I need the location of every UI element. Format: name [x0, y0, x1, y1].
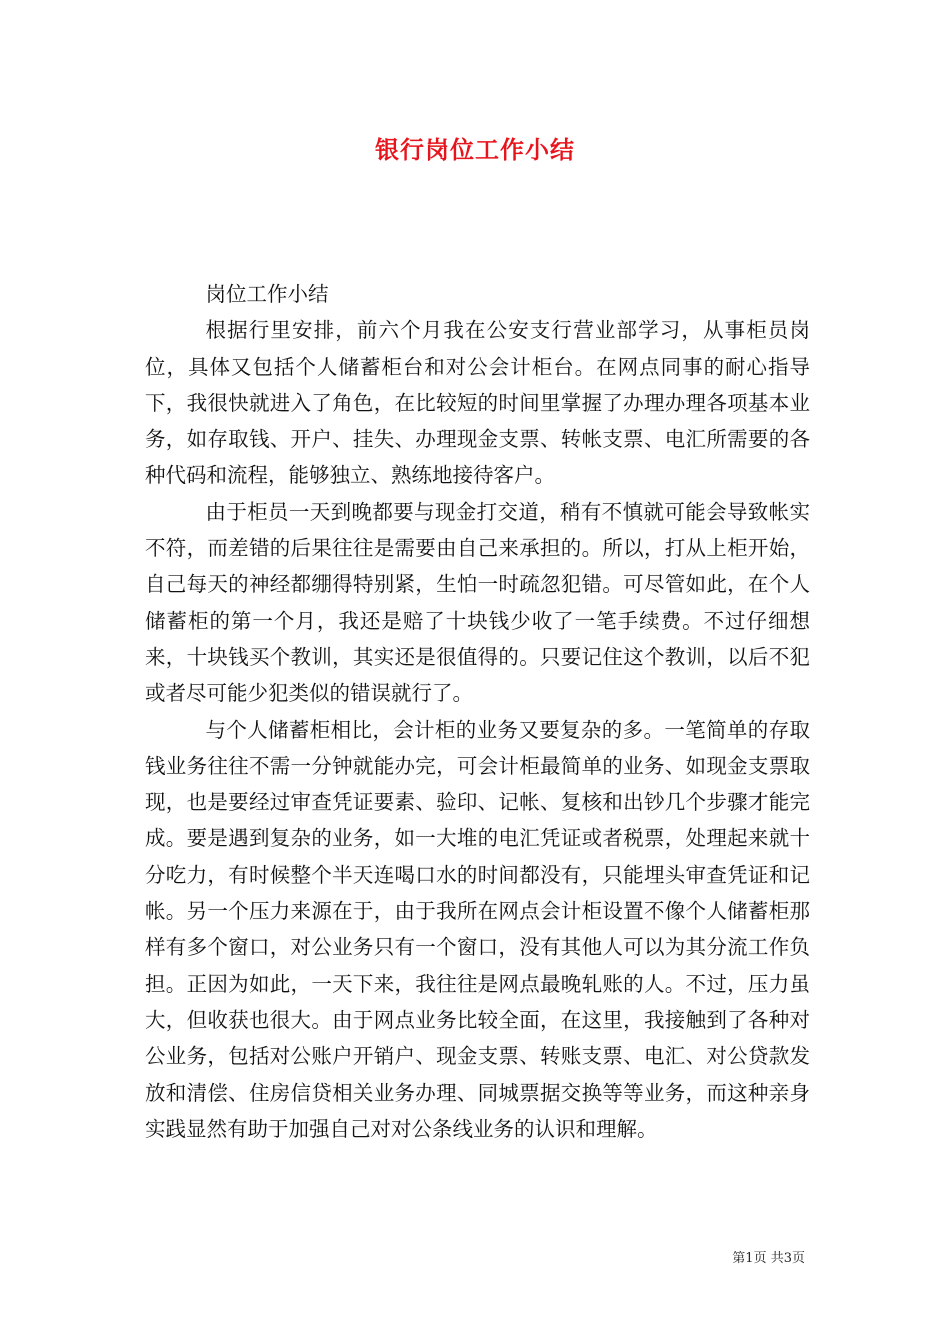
- page-footer: [732, 1247, 805, 1266]
- page-current: 1: [745, 1251, 754, 1266]
- paragraph: 根据行里安排，前六个月我在公安支行营业部学习，从事柜员岗位，具体又包括个人储蓄柜台和对公会计柜台。在网点同事的耐心指导下，我很快就进入了角色，在比较短的时间里掌握了办理办理各项基本业务，如存取钱、开户、挂失、办理现金支票、转帐支票、电汇所需要的各种代码和流程，能够独立、熟练地接待客户。: [145, 318, 810, 488]
- paragraph-heading: 岗位工作小结: [205, 282, 329, 306]
- paragraph: 与个人储蓄柜相比，会计柜的业务又要复杂的多。一笔简单的存取钱业务往往不需一分钟就能办完，可会计柜最简单的业务、如现金支票取现，也是要经过审查凭证要素、验印、记帐、复核和出钞几个步骤才能完成。要是遇到复杂的业务，如一大堆的电汇凭证或者税票，处理起来就十分吃力，有时候整个半天连喝口水的时间都没有，只能埋头审查凭证和记帐。另一个压力来源在于，由于我所在网点会计柜设置不像个人储蓄柜那样有多个窗口，对公业务只有一个窗口，没有其他人可以为其分流工作负担。正因为如此，一天下来，我往往是网点最晚轧账的人。不过，压力虽大，但收获也很大。由于网点业务比较全面，在这里，我接触到了各种对公业务，包括对公账户开销户、现金支票、转账支票、电汇、对公贷款发放和清偿、住房信贷相关业务办理、同城票据交换等等业务，而这种亲身实践显然有助于加强自己对对公条线业务的认识和理解。: [145, 717, 810, 1141]
- page-middle: 页 共: [753, 1251, 784, 1266]
- page-total: 3: [783, 1251, 792, 1266]
- page-title: 银行岗位工作小结: [375, 135, 575, 164]
- page-suffix: 页: [791, 1251, 805, 1266]
- document-body: [145, 276, 810, 1147]
- page-prefix: 第: [732, 1251, 746, 1266]
- paragraph: 由于柜员一天到晚都要与现金打交道，稍有不慎就可能会导致帐实不符，而差错的后果往往是需要由自己来承担的。所以，打从上柜开始，自己每天的神经都绷得特别紧，生怕一时疏忽犯错。可尽管如此，在个人储蓄柜的第一个月，我还是赔了十块钱少收了一笔手续费。不过仔细想来，十块钱买个教训，其实还是很值得的。只要记住这个教训，以后不犯或者尽可能少犯类似的错误就行了。: [145, 499, 810, 706]
